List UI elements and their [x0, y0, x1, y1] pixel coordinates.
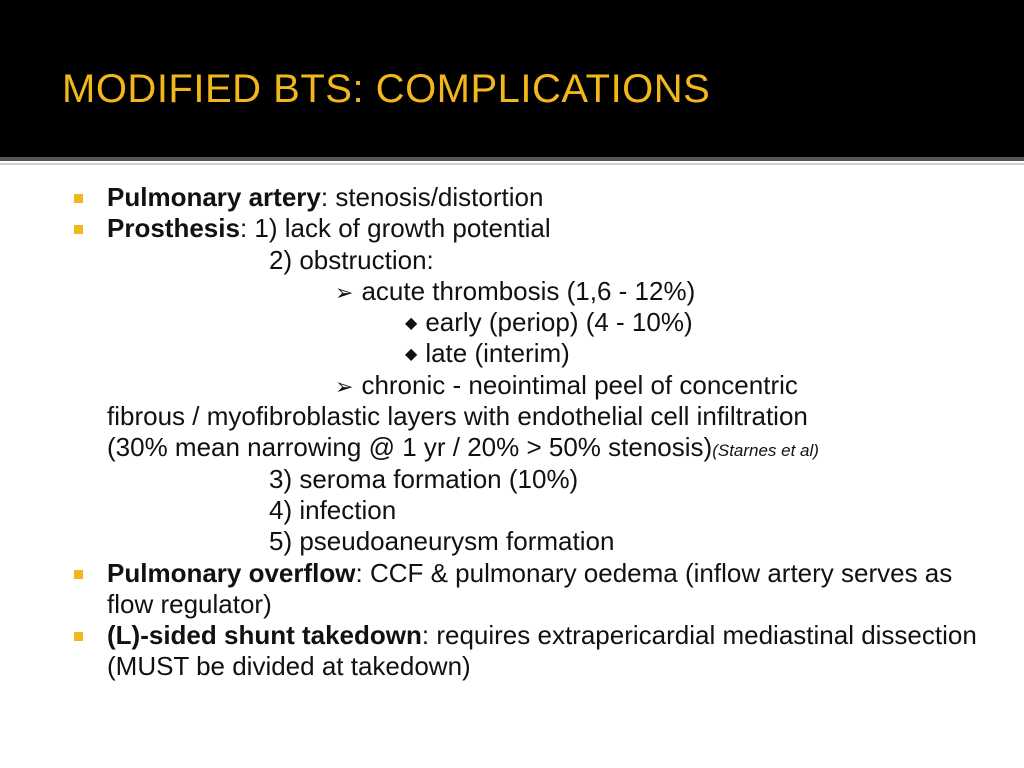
prosthesis-seroma: 3) seroma formation (10%)	[269, 463, 579, 494]
obstruction-acute	[107, 276, 987, 307]
arrow-icon: ➢	[335, 279, 354, 305]
diamond-icon: ◆	[405, 315, 418, 333]
term-shunt-takedown: (L)-sided shunt takedown	[107, 620, 422, 651]
acute-text: acute thrombosis (1,6 - 12%)	[361, 275, 696, 306]
arrow-icon: ➢	[335, 373, 354, 399]
term-pulmonary-overflow: Pulmonary overflow	[107, 557, 356, 588]
divider-line	[0, 157, 1024, 161]
bullet-pulmonary-artery	[107, 182, 987, 213]
bullet-prosthesis	[107, 213, 987, 244]
square-bullet-icon	[74, 570, 83, 579]
chronic-stats: (30% mean narrowing @ 1 yr / 20% > 50% stenosis)	[107, 432, 713, 463]
chronic-text-cont-2	[107, 432, 987, 463]
divider-line-light	[0, 163, 1024, 165]
prosthesis-obstruction: 2) obstruction:	[269, 244, 434, 275]
bullet-shunt-takedown	[107, 620, 987, 683]
square-bullet-icon	[74, 194, 83, 203]
early-text: early (periop) (4 - 10%)	[425, 307, 693, 338]
late-text: late (interim)	[425, 338, 570, 369]
term-pulmonary-artery: Pulmonary artery	[107, 182, 321, 212]
text-pulmonary-artery: : stenosis/distortion	[320, 182, 544, 212]
acute-late	[107, 338, 987, 369]
citation: (Starnes et al)	[712, 441, 819, 461]
square-bullet-icon	[74, 632, 83, 641]
prosthesis-pseudoaneurysm: 5) pseudoaneurysm formation	[269, 526, 615, 557]
acute-early	[107, 307, 987, 338]
diamond-icon: ◆	[405, 346, 418, 364]
title-bar	[0, 0, 1024, 157]
square-bullet-icon	[74, 225, 83, 234]
text-shunt-takedown: : requires extrapericardial mediastinal dissection (MUST be divided at takedown)	[107, 620, 977, 682]
chronic-text: chronic - neointimal peel of concentric	[361, 369, 798, 400]
text-prosthesis: : 1) lack of growth potential	[239, 213, 551, 244]
chronic-text-cont: fibrous / myofibroblastic layers with endothelial cell infiltration	[107, 401, 808, 432]
obstruction-chronic	[107, 370, 987, 401]
bullet-pulmonary-overflow	[107, 558, 987, 621]
slide-body	[107, 182, 987, 683]
slide-title: MODIFIED BTS: COMPLICATIONS	[62, 67, 711, 111]
text-pulmonary-overflow: : CCF & pulmonary oedema (inflow artery serves as flow regulator)	[107, 557, 953, 619]
prosthesis-infection: 4) infection	[269, 494, 397, 525]
term-prosthesis: Prosthesis	[107, 213, 240, 244]
